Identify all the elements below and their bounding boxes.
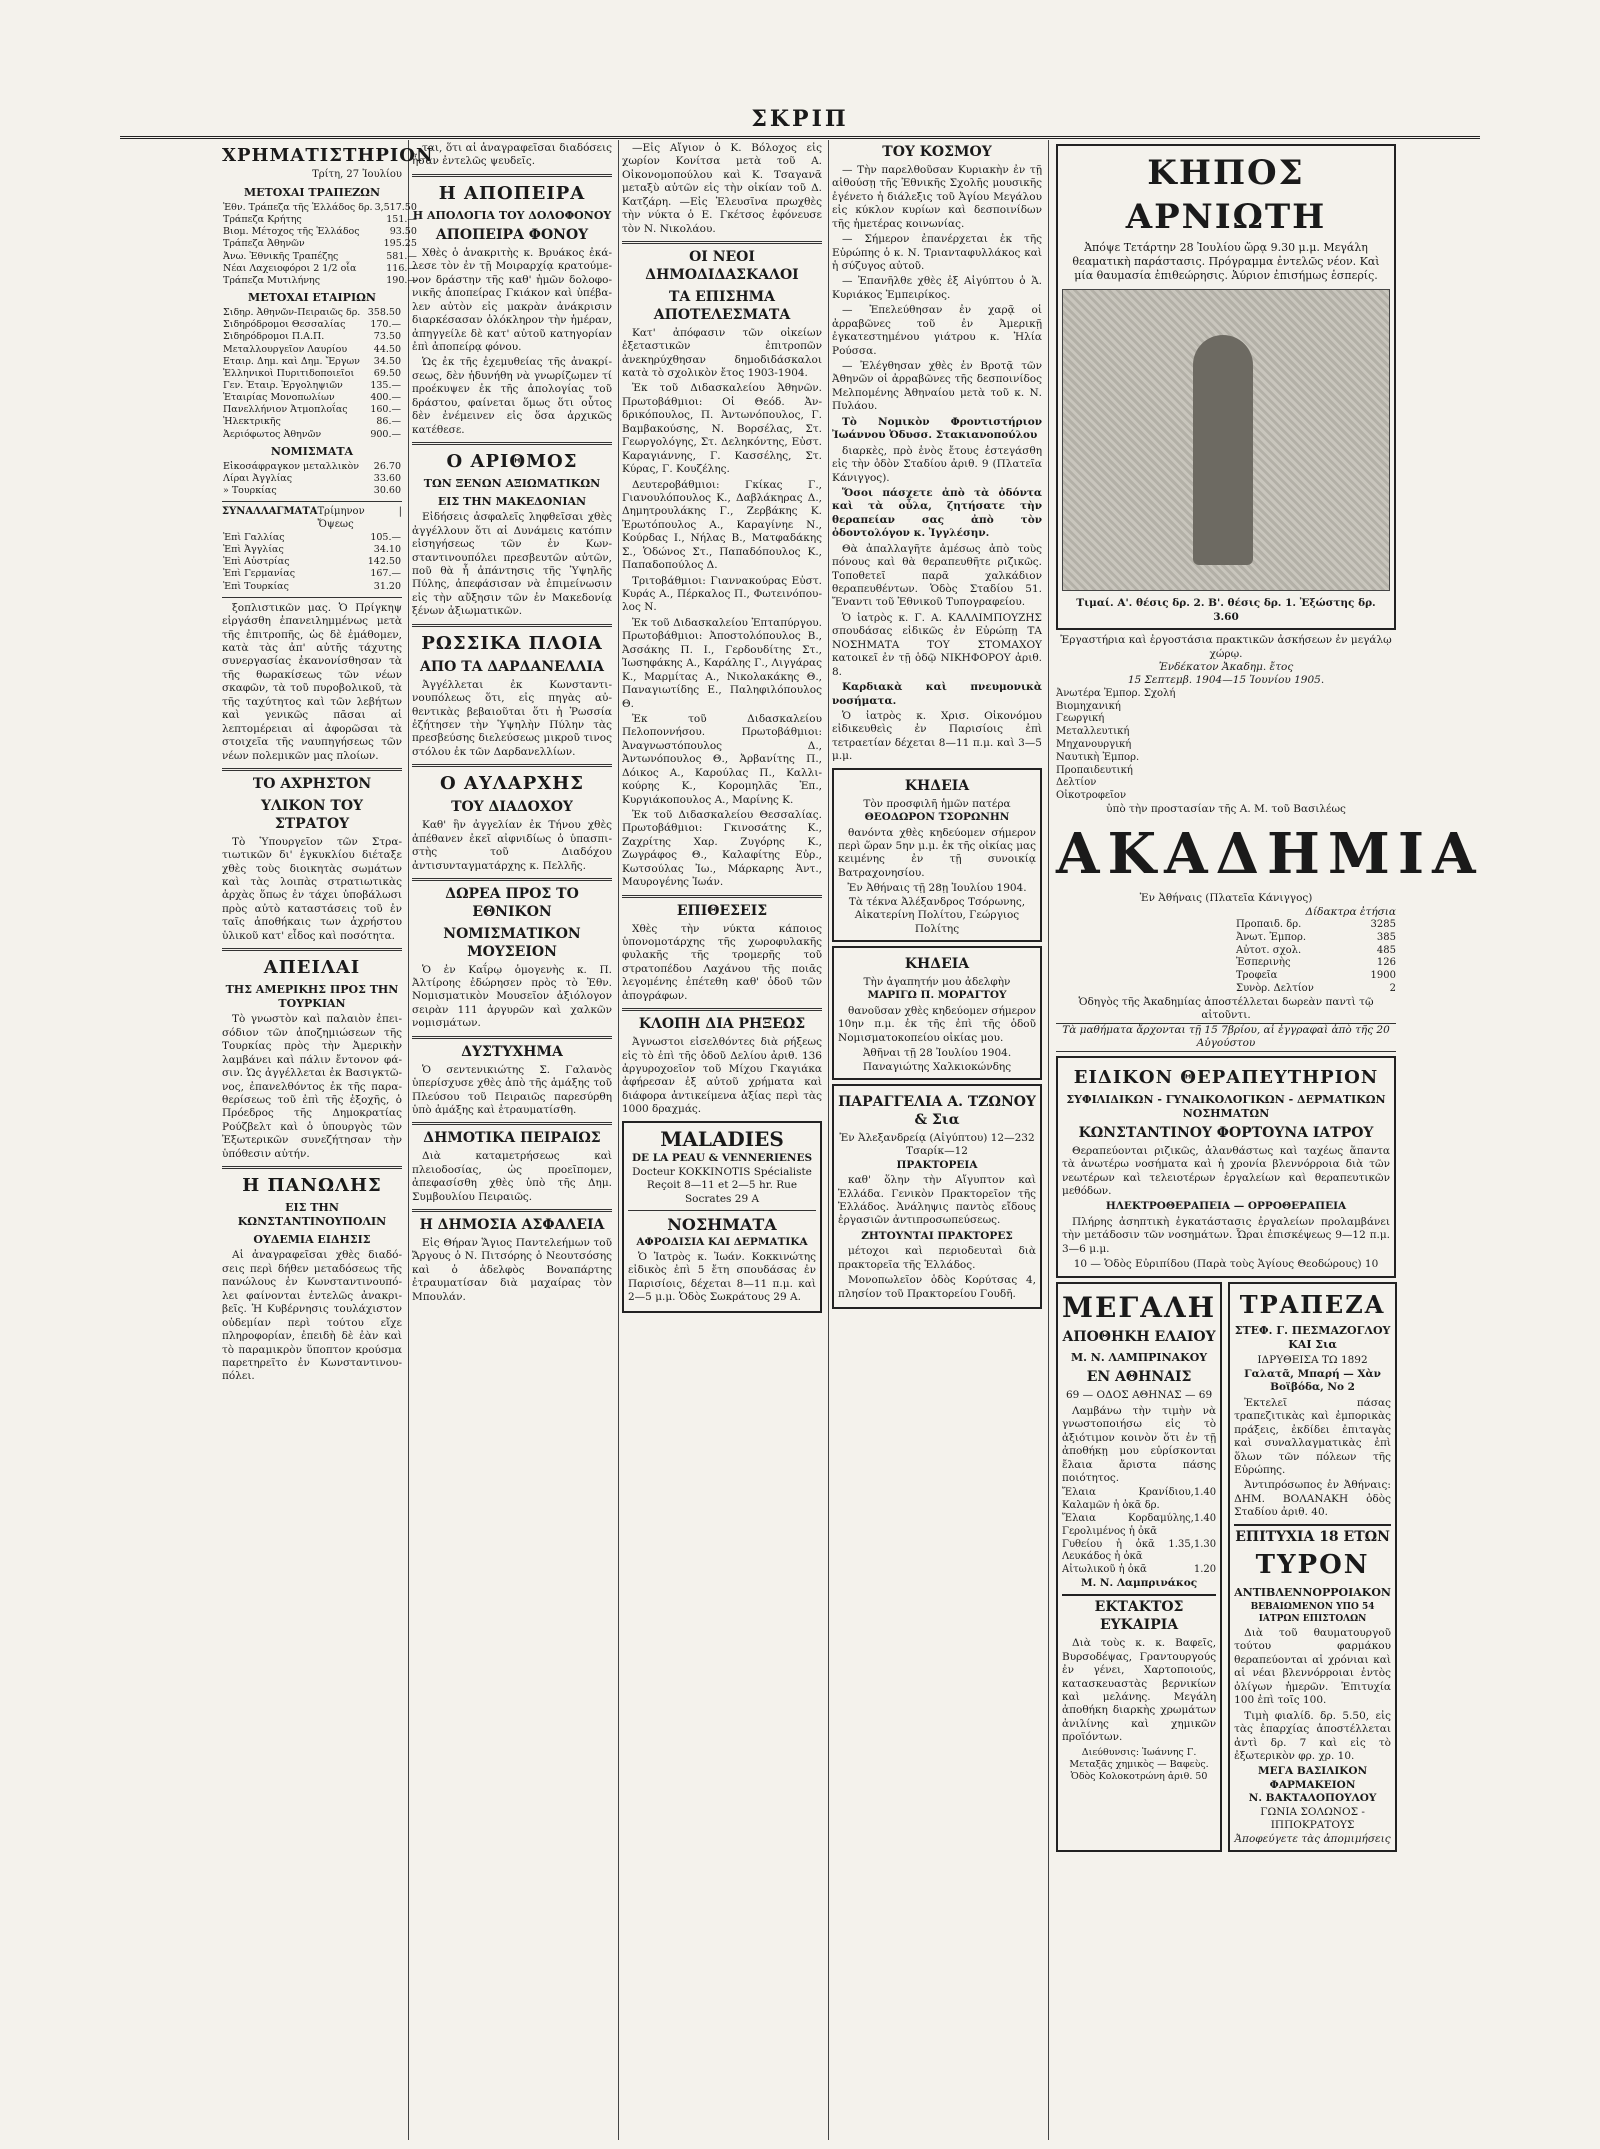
bank-label: Ἀνω. Ἐθνικῆς Τραπέζης — [223, 250, 339, 262]
school-row — [1056, 777, 1396, 790]
article-text: ται, ὅτι αἱ ἀναγραφεῖσαι διαδόσεις ἦσαν ἐντελῶς ψευδεῖς. — [412, 142, 612, 168]
fee-value: 485 — [1376, 944, 1396, 956]
ad-tzonou-title: ΠΑΡΑΓΓΕΛΙΑ Α. ΤΖΩΝΟΥ & Σια — [838, 1093, 1036, 1128]
article-text: Αἱ ἀναγραφεῖσαι χθὲς διαδόσεις περὶ δήθεν μεταδόσεως τῆς πανώλους ἐν Κωνσταντινουπόλει φαίνονται ἐντελῶς ἀνακριβεῖς. Ἡ Κυβέρνησις τουλάχιστον οὐδεμίαν περὶ τούτου εἴχε πληροφορίαν, ἐπειδὴ δὲ ἐὰν καὶ τὸ παραμικρὸν ὕποπτον κρούσμα παρετηρεῖτο ἐν Κωνσταντινουπόλει. — [222, 1249, 402, 1383]
funeral-signers: Τὰ τέκνα Ἀλέξανδρος Τσόρωνης, Αἰκατερίνη Πολίτου, Γεώργιος Πολίτης — [848, 895, 1026, 935]
coin-label: Λίραι Ἀγγλίας — [223, 473, 293, 485]
fx-value: 105.— — [370, 531, 401, 543]
headline-kosmou: ΤΟΥ ΚΟΣΜΟΥ — [882, 144, 992, 160]
fx-value: 142.50 — [367, 556, 401, 568]
bank-label: Τράπεζα Ἀθηνῶν — [223, 238, 305, 250]
fee-value: 2 — [1389, 983, 1396, 995]
ad-maladies-title: MALADIES — [660, 1126, 784, 1151]
fee-row — [1236, 957, 1396, 970]
headline-aylarchis-2: ΤΟΥ ΔΙΑΔΟΧΟΥ — [451, 799, 573, 816]
article-text: Κατ' ἀπόφασιν τῶν οἰκείων ἐξεταστικῶν ἐπιτροπῶν ἀνεκηρύχθησαν δημοδιδάσκαλοι κατὰ τὸ σχολικὸν ἔτος 1903-1904. — [622, 326, 822, 379]
article-text: Ὡς ἐκ τῆς ἐχεμυθείας τῆς ἀνακρίσεως, δὲν ἠδυνήθη νὰ γνωρίζωμεν τί προέκυψεν ἐκ τῆς ἀπολογίας τοῦ δράστου, φαίνεται ὅμως ὅτι οὗτος δὲν ἐνέμεινεν εἰς ὅσα ἀρχικῶς κατέθεσε. — [412, 356, 612, 436]
ad-trapeza — [1228, 1282, 1397, 1852]
ad-doctor: Docteur KOKKINOTIS Spécialiste — [632, 1165, 812, 1178]
ad-elaio-megali: ΜΕΓΑΛΗ — [1062, 1290, 1217, 1324]
therap-doctor: ΚΩΝΣΤΑΝΤΙΝΟΥ ΦΟΡΤΟΥΝΑ ΙΑΤΡΟΥ — [1078, 1124, 1374, 1141]
article-text: — Ἐλέγθησαν χθὲς ἐν Βροτᾷ τῶν Ἀθηνῶν οἱ ἀρραβῶνες τῆς δεσποινίδος Μελπομένης Ἀθηναίου μετὰ τοῦ κ. Ν. Πυλάου. — [832, 360, 1042, 413]
table-row — [222, 392, 402, 404]
article-text: Εἰς Θήραν Ἅγιος Παντελεήμων τοῦ Ἄργους ὁ Ν. Πιτσόρης ὁ Νεουτσόσης καὶ ὁ ἀδελφὸς Βοναπάρτης ἐτραυματίσαν διὰ μαχαίρας τὸν Μπουλάν. — [412, 1236, 612, 1303]
ad-elaio-owner: Μ. Ν. ΛΑΜΠΡΙΝΑΚΟΥ — [1070, 1351, 1208, 1365]
funeral-title: ΚΗΔΕΙΑ — [904, 777, 970, 794]
fx-head: ΣΥΝΑΛΛΑΓΜΑΤΑ — [222, 506, 318, 518]
article-text: Θὰ ἀπαλλαγῆτε ἀμέσως ἀπὸ τοὺς πόνους καὶ θὰ θεραπευθῆτε ριζικῶς. Τοποθετεῖ παρᾶ χαλκάδιον θεραπευθέντων. Ὁδὸς Σταδίου 51. Ἔναντι τοῦ Ἐθνικοῦ Τυπογραφείου. — [832, 542, 1042, 609]
company-value: 44.50 — [373, 343, 401, 355]
ad-tyron-pharm-2: Ν. ΒΑΚΤΑΛΟΠΟΥΛΟΥ — [1248, 1792, 1377, 1805]
headline-panolis-3: ΟΥΔΕΜΙΑ ΕΙΔΗΣΙΣ — [253, 1233, 371, 1247]
headline-didaskaloi-2: ΤΑ ΕΠΙΣΗΜΑ ΑΠΟΤΕΛΕΣΜΑΤΑ — [653, 288, 791, 323]
ad-trapeza-text-2: Ἀντιπρόσωπος ἐν Ἀθήναις: ΔΗΜ. ΒΟΛΑΝΑΚΗ ὁδὸς Σταδίου ἀριθ. 40. — [1234, 1479, 1391, 1519]
ad-zitountai-text: μέτοχοι καὶ περιοδευταὶ διὰ πρακτορεῖα τῆς Ἑλλάδος. — [838, 1245, 1036, 1271]
ad-tyron-title: ΤΥΡΟΝ — [1255, 1549, 1370, 1580]
school-label: Μηχανουργική — [1056, 739, 1132, 751]
article-text: Καθ' ἣν ἀγγελίαν ἐκ Τήνου χθὲς ἀπέθανεν ἐκεῖ αἰφνιδίως ὁ ὑπασπιστὴς τοῦ Διαδόχου ἀντισυνταγματάρχης κ. Πελλῆς. — [412, 819, 612, 872]
coin-value: 33.60 — [373, 473, 401, 485]
coins-head: ΝΟΜΙΣΜΑΤΑ — [270, 444, 354, 458]
fee-label: Τροφεῖα — [1236, 970, 1278, 982]
article-text: Ἐκ τοῦ Διδασκαλείου Ἀθηνῶν. Πρωτοβάθμιοι: Οἱ Θεόδ. Ἀνδρικόπουλος, Π. Ἀντωνόπουλος, Γ. Βαμβακούσης, Ν. Βορσέλας, Στ. Γεωργολόγης, Στ. Δεληκόντης, Εὐστ. Καραγιάννης, Γ. Κασσέλης, Στ. Κύρας, Γ. Κουζέλης. — [622, 382, 822, 476]
school-row — [1056, 688, 1396, 701]
headline-rossika-2: ΑΠΟ ΤΑ ΔΑΡΔΑΝΕΛΛΙΑ — [420, 658, 604, 675]
school-label: Ναυτικὴ Ἐμπορ. — [1056, 751, 1140, 763]
bank-value: 93.50 — [389, 226, 417, 238]
school-row — [1056, 726, 1396, 739]
bank-value: 581.— — [386, 250, 417, 262]
table-row — [222, 404, 402, 416]
column-3 — [622, 140, 829, 2140]
table-row — [222, 238, 418, 250]
oil-price-label: Αἰτωλικοῦ ἡ ὀκᾶ — [1062, 1564, 1147, 1576]
funeral-intro: Τὸν προσφιλῆ ἡμῶν πατέρα — [863, 797, 1011, 810]
therap-text-2: Πλήρης ἀσηπτικὴ ἐγκατάστασις ἐργαλείων προλαμβάνει τὴν μετάδοσιν τῶν νοσημάτων. Ὧραι ἐπισκέψεως 9—12 π.μ. 3—6 μ.μ. — [1062, 1215, 1390, 1255]
bank-value: 3,517.50 — [374, 201, 417, 213]
ad-trapeza-address: Γαλατᾶ, Μπαρή — Χὰν Βοϊβόδα, Νο 2 — [1244, 1367, 1381, 1394]
ad-therapeftirion — [1056, 1056, 1396, 1278]
school-row — [1056, 713, 1396, 726]
dancer-illustration — [1062, 289, 1390, 591]
article-text: Ἀγνωστοι εἰσελθόντες διὰ ρήξεως εἰς τὸ ἐπὶ τῆς ὁδοῦ Δελίου ἀριθ. 136 ἀργυροχοεῖον τοῦ Μίχου Γκαγιάκα ἀφήρεσαν ἐξ αὐτοῦ χρήματα καὶ διάφορα ἀντικείμενα ἀξίας περὶ τὰς 1000 δραχμάς. — [622, 1036, 822, 1116]
coin-label: » Τουρκίας — [223, 485, 277, 497]
fx-value: 31.20 — [373, 580, 401, 592]
headline-apopeira: Η ΑΠΟΠΕΙΡΑ — [438, 182, 586, 204]
fx-value: 34.10 — [373, 544, 401, 556]
funeral-text: θανόντα χθὲς κηδεύομεν σήμερον περὶ ὥραν 5ην μ.μ. ἐκ τῆς οἰκίας μας κειμένης ἐν τῇ συνοικίᾳ Βατραχονησίου. — [838, 826, 1036, 879]
ad-nosimata-title: ΝΟΣΗΜΑΤΑ — [667, 1215, 777, 1235]
ad-trapeza-title: ΤΡΑΠΕΖΑ — [1239, 1289, 1386, 1319]
ad-trapeza-owner: ΣΤΕΦ. Γ. ΠΕΣΜΑΖΟΓΛΟΥ ΚΑΙ Σια — [1234, 1324, 1391, 1352]
headline-apeilai: ΑΠΕΙΛΑΙ — [263, 957, 361, 979]
headline-arithmos-3: ΕΙΣ ΤΗΝ ΜΑΚΕΔΟΝΙΑΝ — [437, 495, 587, 509]
didaktra-head: Δίδακτρα ἐτήσια — [1305, 905, 1396, 918]
headline-atychima: ΔΥΣΤΥΧΗΜΑ — [461, 1043, 563, 1060]
therap-electro: ΗΛΕΚΤΡΟΘΕΡΑΠΕΙΑ — ΟΡΡΟΘΕΡΑΠΕΙΑ — [1105, 1200, 1347, 1213]
ad-elaio-city: ΕΝ ΑΘΗΝΑΙΣ — [1086, 1369, 1192, 1386]
ad-address: Reçoit 8—11 et 2—5 hr. Rue Socrates 29 A — [646, 1179, 798, 1205]
headline-panolis: Η ΠΑΝΩΛΗΣ — [242, 1175, 382, 1197]
oil-price-label: Ἔλαια Κρανίδιου, Καλαμῶν ἡ ὀκᾶ δρ. — [1062, 1487, 1194, 1512]
company-value: 160.— — [370, 404, 401, 416]
article-text: — Ἐπελεύθησαν ἐν χαρᾷ οἱ ἀρραβῶνες τοῦ ἐν Ἀμερικῇ ἐγκατεστημένου γιάτρου κ. Ἠλία Ρούσσα. — [832, 304, 1042, 357]
fee-label: Αὐτοτ. σχολ. — [1236, 944, 1302, 956]
ad-elaio-text: Λαμβάνω τὴν τιμὴν νὰ γνωστοποιήσω εἰς τὸ ἀξιότιμον κοινὸν ὅτι ἐν τῇ ἀποθήκῃ μου εὑρίσκονται ἔλαια ἄριστα πάσης ποιότητος. — [1062, 1404, 1217, 1484]
therap-text: Θεραπεύονται ριζικῶς, ἀλανθάστως καὶ ταχέως ἅπαντα τὰ ἀνωτέρω νοσήματα καὶ ἡ χρονία βλεννόρροια διὰ τῶν νεωτέρων καὶ τελειοτέρων ἐργαλείων καὶ θεραπευτικῶν μεθόδων. — [1062, 1144, 1390, 1197]
headline-yliko: ΤΟ ΑΧΡΗΣΤΟΝ — [252, 775, 372, 792]
ad-elaio — [1056, 1282, 1222, 1852]
school-label: Οἰκοτροφεῖον — [1056, 790, 1127, 802]
company-value: 900.— — [370, 428, 401, 440]
ad-nosimata-text: Ὁ Ἰατρὸς κ. Ἰωάν. Κοκκινώτης εἰδικὸς ἐπὶ 5 ἔτη σπουδάσας ἐν Παρισίοις, δέχεται 8—11 π.μ. καὶ 2—5 μ.μ. Ὁδὸς Σωκράτους 29 Α. — [628, 1250, 816, 1304]
funeral-date: Ἀθῆναι τῇ 28 Ἰουλίου 1904. — [862, 1047, 1012, 1060]
school-row — [1056, 739, 1396, 752]
table-row — [222, 344, 402, 356]
funeral-name: ΜΑΡΙΓΩ Π. ΜΟΡΑΓΤΟΥ — [867, 989, 1007, 1002]
bank-label: Τράπεζα Κρήτης — [223, 214, 302, 226]
headline-rossika: ΡΩΣΣΙΚΑ ΠΛΟΙΑ — [421, 632, 603, 654]
headline-klopi: ΚΛΟΠΗ ΔΙΑ ΡΗΞΕΩΣ — [638, 1016, 806, 1033]
fee-value: 126 — [1376, 957, 1396, 969]
oil-price-label: Γυθείου ἡ ὀκᾶ 1.35, Λευκάδος ἡ ὀκᾶ — [1062, 1538, 1194, 1563]
company-label: Σιδηρόδρομοι Θεσσαλίας — [223, 319, 346, 331]
article-text: — Σήμερον ἐπανέρχεται ἐκ τῆς Εὐρώπης ὁ κ. Ν. Τριανταφυλλάκος καὶ ἡ σύζυγος αὐτοῦ. — [832, 233, 1042, 272]
fee-row — [1236, 919, 1396, 932]
fee-value: 385 — [1376, 931, 1396, 943]
banks-table — [222, 202, 418, 287]
headline-arithmos: Ο ΑΡΙΘΜΟΣ — [446, 451, 578, 473]
headline-dorea-2: ΝΟΜΙΣΜΑΤΙΚΟΝ ΜΟΥΣΕΙΟΝ — [443, 925, 581, 960]
headline-dimotika: ΔΗΜΟΤΙΚΑ ΠΕΙΡΑΙΩΣ — [423, 1130, 601, 1147]
table-row — [222, 556, 402, 568]
article-text: ξοπλιστικῶν μας. Ὁ Πρίγκηψ εἰργάσθη ἐπανειλημμένως μετὰ τῆς ἐπιτροπῆς, ὡς δὲ ἐμάθομεν, κατὰ τὰς ἀπ' αὐτῆς τάχυτης συνεργασίας ἐκανονίσθησαν τὰ τῆς θωρακίσεως τῶν νέων σκαφῶν, τὰ τοῦ πυροβολικοῦ, τὰ τῆς ταχύτητος καὶ τῶν λεβήτων καὶ γενικῶς πᾶσαι αἱ λεπτομέρειαι αἱ ἀφορῶσαι τὰ στοιχεῖα τῆς ναυπηγήσεως τῶν νέων πολεμικῶν μας πλοίων. — [222, 601, 402, 762]
ad-kipos-sub: Ἀπόψε Τετάρτην 28 Ἰουλίου ὥρᾳ 9.30 μ.μ. Μεγάλη θεαματικὴ παράστασις. Πρόγραμμα ἐντελῶς νέον. Καὶ μία θαυμασία ἐπιθεώρησις. Ἀύριον ἐπισήμως ἑσπερίς. — [1072, 241, 1380, 283]
table-row — [222, 275, 418, 287]
ad-trapeza-text: Ἐκτελεῖ πάσας τραπεζιτικὰς καὶ ἐμπορικὰς πράξεις, ἐκδίδει ἐπιταγὰς καὶ συναλλαγματικὰς ἐπὶ ὅλων τῶν πόλεων τῆς Εὐρώπης. — [1234, 1396, 1391, 1476]
article-text: Ἀγγέλλεται ἐκ Κωνσταντινουπόλεως ὅτι, εἰς πηγὰς αὐθεντικὰς βεβαιοῦται ὅτι ἡ Ῥωσσία ἐζήτησεν τὴν Ὑψηλὴν Πύλην τὰς πρεσβεύσης διελεύσεως μικροῦ τινος στόλου ἐκ τῶν Δαρδανελλίων. — [412, 678, 612, 758]
funeral-notice-2 — [832, 946, 1042, 1080]
exchange-date: Τρίτη, 27 Ἰουλίου — [312, 169, 402, 181]
bank-label: Τράπεζα Μυτιλήνης — [223, 274, 321, 286]
ad-kipos-prices: Τιμαί. Α'. θέσις δρ. 2. Β'. θέσις δρ. 1. Ἐξώστης δρ. 3.60 — [1076, 597, 1376, 623]
ad-zitountai-title: ΖΗΤΟΥΝΤΑΙ ΠΡΑΚΤΟΡΕΣ — [861, 1229, 1013, 1242]
table-row — [222, 214, 418, 226]
company-label: Μεταλλουργεῖον Λαυρίου — [223, 343, 348, 355]
oil-price-row — [1062, 1539, 1216, 1565]
fee-row — [1236, 983, 1396, 996]
fx-label: Ἐπὶ Αὐστρίας — [223, 556, 290, 568]
masthead-title: ΣΚΡΙΠ — [751, 106, 849, 132]
table-row — [222, 473, 402, 485]
table-row — [222, 356, 402, 368]
therap-address: 10 — Ὁδὸς Εὐριπίδου (Παρὰ τοὺς Ἁγίους Θεοδώρους) 10 — [1073, 1258, 1379, 1271]
fee-label: Ἐσπερινὴς — [1236, 957, 1291, 969]
article-text: Τὸ Νομικὸν Φροντιστήριον Ἰωάννου Ὀδυσσ. Στακιανοπούλου — [832, 415, 1042, 442]
company-label: Σιδηρ. Ἀθηνῶν-Πειραιῶς δρ. — [223, 307, 361, 319]
table-row — [222, 532, 402, 544]
company-value: 69.50 — [373, 367, 401, 379]
fx-label: Ἐπὶ Ἀγγλίας — [223, 544, 284, 556]
ad-maladies — [622, 1121, 822, 1313]
table-row — [222, 202, 418, 214]
company-label: Γεν. Ἑταιρ. Ἐργοληψιῶν — [223, 380, 343, 392]
fee-row — [1236, 970, 1396, 983]
oil-price-row — [1062, 1513, 1216, 1539]
table-row — [222, 429, 402, 441]
article-text: —Εἰς Αἴγιον ὁ Κ. Βόλοχος εἰς χωρίον Κονίτσα μετὰ τοῦ Α. Οἰκονομοπούλου καὶ Κ. Τσαγανᾶ μεταξὺ αὐτῶν εἰς τὴν οἰκίαν τοῦ Δ. Κατζάρη. —Εἰς Ἐλευσῖνα πρωχθὲς τὴν νύκτα ὁ Ε. Γκέτσος ἐφόνευσε τὸν Ν. Νικολάου. — [622, 142, 822, 235]
ad-tyron-anti: ΑΝΤΙΒΛΕΝΝΟΡΡΟΙΑΚΟΝ — [1234, 1585, 1391, 1599]
ad-monopoleion-text: Μονοπωλεῖον ὁδὸς Κορύτσας 4, πλησίον τοῦ Πρακτορείου Γουδῆ. — [838, 1274, 1036, 1300]
company-label: Ἠλεκτρικῆς — [223, 416, 281, 428]
ad-epityxia-title: ΕΠΙΤΥΧΙΑ 18 ΕΤΩΝ — [1234, 1524, 1391, 1547]
bank-value: 116.— — [386, 262, 417, 274]
bank-value: 195.25 — [383, 238, 417, 250]
ad-tyron-pharm: ΜΕΓΑ ΒΑΣΙΛΙΚΟΝ ΦΑΡΜΑΚΕΙΟΝ — [1257, 1765, 1368, 1791]
fee-label: Προπαιδ. δρ. — [1236, 919, 1302, 931]
academic-year: Ἐνδέκατον Ἀκαδημ. ἔτος — [1158, 661, 1294, 674]
article-text: Τριτοβάθμιοι: Γιαννακούρας Εὐστ. Κυράς Α., Πέρκαλος Π., Φωτεινόπουλος Ν. — [622, 574, 822, 614]
ergastiria-text: Ἐργαστήρια καὶ ἐργοστάσια πρακτικῶν ἀσκήσεων ἐν μεγάλῳ χώρῳ. — [1060, 634, 1392, 660]
ad-tzonou — [832, 1084, 1042, 1309]
ad-tyron-pharm-4: Ἀποφεύγετε τὰς ἀπομιμήσεις — [1234, 1832, 1391, 1845]
company-value: 358.50 — [367, 307, 401, 319]
companies-table — [222, 307, 402, 441]
ad-nosimata-sub: ΑΦΡΟΔΙΣΙΑ ΚΑΙ ΔΕΡΜΑΤΙΚΑ — [636, 1235, 808, 1248]
headline-apopeira-3: ΑΠΟΠΕΙΡΑ ΦΟΝΟΥ — [435, 226, 589, 243]
fee-value: 1900 — [1370, 970, 1396, 982]
company-value: 73.50 — [373, 331, 401, 343]
ad-eukairia-text: Διὰ τοὺς κ. κ. Βαφεῖς, Βυρσοδέψας, Γραντουργούς ἐν γένει, Χαρτοποιούς, κατασκευαστὰς βερνικίων καὶ μελάνης. Μεγάλη ἀποθήκη διαρκὴς χρωμάτων ἀνιλίνης καὶ χημικῶν προϊόντων. — [1062, 1637, 1217, 1744]
school-label: Μεταλλευτική — [1056, 726, 1130, 738]
article-text: Ἐκ τοῦ Διδασκαλείου Ἐπταπύργου. Πρωτοβάθμιοι: Ἀποστολόπουλος Β., Ἀσσάκης Π. Ι., Γερδουδίτης Στ., Ἰωσηφάκης Α., Καράλης Γ., Λιγγάρας Κ., Μαρμίτας Α., Νικολακάκης Θ., Παναγιωτίδης Ε., Παληφιλόπουλος Θ. — [622, 616, 822, 710]
article-text: Τὸ γνωστὸν καὶ παλαιὸν ἐπεισόδιον τῶν ἀποζημιώσεων τῆς Τουρκίας πρὸς τὴν Ἀμερικὴν λαμβάνει καὶ πάλιν ἔντονον φάσιν. Ὡς ἀγγέλλεται ἐκ Βασιγκτῶνος, ἐπανελθόντος ἐκ τῆς παραθερίσεως τοῦ ἐπὶ τῆς ἐξοχῆς, ὁ Πρόεδρος τῆς Δημοκρατίας Ρούζβελτ καὶ ὁ ὑπουργὸς τῶν Ἐξωτερικῶν συνεζήτησαν τὴν ὑπόθεσιν αὐτήν. — [222, 1013, 402, 1160]
table-row — [222, 307, 402, 319]
bank-value: 190.— — [386, 274, 417, 286]
headline-aylarchis: Ο ΑΥΛΑΡΧΗΣ — [440, 773, 584, 795]
ad-elaio-prices — [1062, 1487, 1216, 1577]
article-text: Ἐκ τοῦ Διδασκαλείου Θεσσαλίας. Πρωτοβάθμιοι: Γκινοσάτης Κ., Ζαχρίτης Χαρ. Ζυγόρης Κ., Ζωγράφος Θ., Καλαφίτης Εὐρ., Κωτσούλας Ἰω., Μάρκαρης Ἀντ., Μαυρογένης Ἰωάν. — [622, 809, 822, 889]
school-row — [1056, 765, 1396, 778]
ad-kipos-title: ΚΗΠΟΣ ΑΡΝΙΩΤΗ — [1125, 153, 1327, 237]
oil-price-row — [1062, 1564, 1216, 1577]
company-label: Ἀεριόφωτος Ἀθηνῶν — [223, 428, 322, 440]
ad-praktoreia-text: καθ' ὅλην τὴν Αἴγυπτον καὶ Ἑλλάδα. Γενικὸν Πρακτορεῖον τῆς Ἑλλάδος. Ἀνάληψις παντὸς εἴδους ἐργασιῶν ἀντιπροσωπεύσεως. — [838, 1174, 1036, 1227]
funeral-intro: Τὴν ἀγαπητήν μου ἀδελφὴν — [863, 975, 1011, 988]
headline-apeilai-2: ΤΗΣ ΑΜΕΡΙΚΗΣ ΠΡΟΣ ΤΗΝ ΤΟΥΡΚΙΑΝ — [225, 983, 399, 1011]
funeral-signers: Παναγιώτης Χαλκιοκώνδης — [862, 1060, 1012, 1073]
article-text: Τὸ Ὑπουργεῖον τῶν Στρατιωτικῶν δι' ἐγκυκλίου διέταξε χθὲς τοὺς διοικητὰς σωμάτων καὶ τὰς λοιπὰς στρατιωτικὰς ἀρχὰς ὅπως ἐν τάχει ὑποβάλωσι πρὸς αὐτὸ καταστάσεις τοῦ ἐν ταῖς ἀποθήκαις των ἀχρήστου ὑλικοῦ κατ' εἶδος καὶ ποσότητα. — [222, 835, 402, 942]
article-text: Ὁ ἰατρὸς κ. Γ. Α. ΚΑΛΛΙΜΠΟΥΖΗΣ σπουδάσας εἰδικῶς ἐν Εὐρώπῃ ΤΑ ΝΟΣΗΜΑΤΑ ΤΟΥ ΣΤΟΜΑΧΟΥ κατοικεῖ ἐν τῇ ὁδῷ ΝΙΚΗΦΟΡΟΥ ἀριθ. 8. — [832, 611, 1042, 678]
table-row — [222, 263, 418, 275]
ad-praktoreia-title: ΠΡΑΚΤΟΡΕΙΑ — [896, 1158, 978, 1171]
table-row — [222, 368, 402, 380]
fee-row — [1236, 932, 1396, 945]
schools-list — [1056, 688, 1396, 803]
school-label: Προπαιδευτική — [1056, 764, 1133, 776]
company-value: 135.— — [370, 380, 401, 392]
table-row — [222, 331, 402, 343]
school-row — [1056, 701, 1396, 714]
fee-label: Ἀνωτ. Ἐμπορ. — [1236, 931, 1307, 943]
article-text: Ὅσοι πάσχετε ἀπὸ τὰ ὀδόντα καὶ τὰ οὖλα, ζητήσατε τὴν θεραπείαν σας ἀπὸ τὸν ὀδοντολόγον κ. Ἰγγλέσην. — [832, 486, 1042, 540]
bank-value: 151.— — [386, 214, 417, 226]
oil-price-row — [1062, 1487, 1216, 1513]
ad-tyron-text-2: Τιμὴ φιαλίδ. δρ. 5.50, εἰς τὰς ἐπαρχίας ἀποστέλλεται ἀντὶ δρ. 7 καὶ εἰς τὸ ἐξωτερικὸν φρ. χρ. 10. — [1234, 1709, 1391, 1762]
headline-didaskaloi: ΟΙ ΝΕΟΙ ΔΗΜΟΔΙΔΑΣΚΑΛΟΙ — [645, 249, 799, 283]
akadimia-location: Ἐν Ἀθήναις (Πλατεῖα Κάνιγγος) — [1139, 892, 1313, 905]
fx-sub: Τρίμηνον | Ὄψεως — [317, 506, 402, 531]
company-value: 86.— — [376, 416, 401, 428]
coin-value: 26.70 — [373, 460, 401, 472]
funeral-date: Ἐν Ἀθήναις τῇ 28ῃ Ἰουλίου 1904. — [847, 882, 1027, 895]
ad-tzonou-addr: Ἐν Ἀλεξανδρείᾳ (Αἰγύπτου) 12—232 Τσαρίκ—12 — [839, 1131, 1035, 1158]
odigos-text: Ὁδηγὸς τῆς Ἀκαδημίας ἀποστέλλεται δωρεὰν παντὶ τῷ αἰτοῦντι. — [1078, 995, 1374, 1022]
mathimata-text: Τὰ μαθήματα ἄρχονται τῇ 15 7βρίου, αἱ ἐγγραφαὶ ἀπὸ τῆς 20 Αὐγούστου — [1056, 1023, 1396, 1052]
companies-head: ΜΕΤΟΧΑΙ ΕΤΑΙΡΙΩΝ — [248, 291, 376, 304]
company-value: 34.50 — [373, 355, 401, 367]
company-label: Σιδηρόδρομοι Π.Α.Π. — [223, 331, 325, 343]
akadimia-title: ΑΚΑΔΗΜΙΑ — [1056, 820, 1484, 887]
headline-yliko-2: ΥΛΙΚΟΝ ΤΟΥ ΣΤΡΑΤΟΥ — [260, 797, 364, 832]
article-text: διαρκὲς, πρὸ ἑνὸς ἔτους ἐστεγάσθη εἰς τὴν ὁδὸν Σταδίου ἀριθ. 9 (Πλατεῖα Κάνιγγος). — [832, 444, 1042, 484]
fee-label: Συνὸρ. Δελτίον — [1236, 983, 1314, 995]
ad-trapeza-founded: ΙΔΡΥΘΕΙΣΑ ΤΩ 1892 — [1257, 1354, 1368, 1367]
therap-sub: ΣΥΦΙΛΙΔΙΚΩΝ - ΓΥΝΑΙΚΟΛΟΓΙΚΩΝ - ΔΕΡΜΑΤΙΚΩΝ ΝΟΣΗΜΑΤΩΝ — [1066, 1092, 1386, 1120]
article-text: — Ἐπανῆλθε χθὲς ἐξ Αἰγύπτου ὁ Ἁ. Κυριάκος Ἐμπειρίκος. — [832, 275, 1042, 301]
table-row — [222, 380, 402, 392]
ad-maladies-sub: DE LA PEAU & VENNERIENES — [631, 1152, 813, 1165]
fee-row — [1236, 945, 1396, 958]
company-label: Εταιρ. Δημ. καὶ Δημ. Ἔργων — [223, 355, 360, 367]
ad-eukairia-sign: Διεύθυνσις: Ἰωάννης Γ. Μεταξᾶς χημικὸς — Βαφεὺς. Ὁδὸς Κολοκοτρώνη ἀριθ. 50 — [1069, 1746, 1209, 1783]
column-1 — [222, 140, 434, 2140]
protection-text: ὑπὸ τὴν προστασίαν τῆς Α. Μ. τοῦ Βασιλέως — [1106, 803, 1346, 816]
funeral-text: θανοῦσαν χθὲς κηδεύομεν σήμερον 10ην π.μ. ἐκ τῆς ἐπὶ τῆς ὁδοῦ Νομισματοκοπείου οἰκίας μου. — [838, 1004, 1036, 1044]
headline-apopeira-2: Η ΑΠΟΛΟΓΙΑ ΤΟΥ ΔΟΛΟΦΟΝΟΥ — [412, 208, 612, 222]
table-row — [222, 544, 402, 556]
bank-label: Ἐθν. Τράπεζα τῆς Ἑλλάδος δρ. — [223, 201, 373, 213]
fx-label: Ἐπὶ Γαλλίας — [223, 531, 285, 543]
didaktra-list — [1236, 919, 1396, 996]
company-value: 170.— — [370, 319, 401, 331]
funeral-title: ΚΗΔΕΙΑ — [904, 956, 970, 972]
company-label: Ἑταιρίας Μονοπωλίων — [223, 392, 335, 404]
table-row — [222, 568, 402, 580]
ads-row — [1056, 1282, 1396, 1852]
ad-elaio-apothiki: ΑΠΟΘΗΚΗ ΕΛΑΙΟΥ — [1062, 1329, 1216, 1346]
column-4 — [832, 140, 1049, 2140]
exchange-title: ΧΡΗΜΑΤΙΣΤΗΡΙΟΝ — [222, 145, 434, 166]
bank-label: Νέαι Λαχειοφόροι 2 1/2 οἷα — [223, 262, 357, 274]
oil-price-value: 1.20 — [1193, 1564, 1217, 1576]
ad-eukairia-title: ΕΚΤΑΚΤΟΣ ΕΥΚΑΙΡΙΑ — [1062, 1594, 1216, 1635]
ad-tyron-sub: ΒΕΒΑΙΩΜΕΝΟΝ ΥΠΟ 54 ΙΑΤΡΩΝ ΕΠΙΣΤΟΛΩΝ — [1250, 1601, 1375, 1624]
funeral-name: ΘΕΟΔΩΡΟΝ ΤΣΟΡΩΝΗΝ — [864, 811, 1010, 824]
article-text: Διὰ καταμετρήσεως καὶ πλειοδοσίας, ὡς προεῖπομεν, ἀπεφασίσθη χθὲς ὑπὸ τῆς Δημ. Συμβουλίου Πειραιῶς. — [412, 1150, 612, 1203]
fx-label: Ἐπὶ Γερμανίας — [223, 568, 296, 580]
article-text: Ὁ ἰατρὸς κ. Χρισ. Οἰκονόμου εἰδικευθεὶς ἐν Παρισίοις ἐπὶ τετραετίαν δέχεται 8—11 π.μ. καὶ 3—5 μ.μ. — [832, 709, 1042, 763]
school-label: Ἀνωτέρα Ἐμπορ. Σχολή — [1056, 687, 1176, 699]
ad-tyron-text: Διὰ τοῦ θαυματουργοῦ τούτου φαρμάκου θεραπεύονται αἱ χρόνιαι καὶ αἱ νέαι βλεννόρροιαι ἐντὸς ὀλίγων ἡμερῶν. Ἐπιτυχία 100 ἐπὶ τοῖς 100. — [1234, 1627, 1391, 1707]
school-label: Βιομηχανική — [1056, 700, 1121, 712]
coins-table — [222, 461, 402, 497]
table-row — [222, 319, 402, 331]
column-5 — [1056, 140, 1484, 2140]
article-text: Χθὲς ὁ ἀνακριτὴς κ. Βρυάκος ἐκάλεσε τὸν ἐν τῇ Μοιραρχίᾳ κρατούμενον δράστην τῆς καθ' ἡμῶν δολοφονικῆς ἀποπείρας Γκιάκον καὶ ὑπέβαλεν αὐτὸν εἰς μακρὰν ἀνάκρισιν διαρκέσασαν ὁλόκληρον τὴν ἡμέραν, ἀπηγγείλε δὲ κατ' αὐτοῦ κατηγορίαν ἐπὶ ἀποπείρᾳ φόνου. — [412, 246, 612, 353]
headline-arithmos-2: ΤΩΝ ΞΕΝΩΝ ΑΞΙΩΜΑΤΙΚΩΝ — [423, 477, 601, 491]
column-2 — [412, 140, 619, 2140]
fx-value: 167.— — [370, 568, 401, 580]
article-text: Ὁ σεντενικιώτης Σ. Γαλανὸς ὑπερίσχυσε χθὲς ἀπὸ τῆς ἁμάξης τοῦ Πλεύσου τοῦ Πειραιῶς παρεσύρθη ὑπὸ ἁμάξης καὶ ἐτραυματίσθη. — [412, 1063, 612, 1116]
school-label: Γεωργική — [1056, 713, 1105, 725]
company-label: Ἑλληνικοὶ Πυριτιδοποιεῖοι — [223, 367, 355, 379]
table-row — [222, 416, 402, 428]
table-row — [222, 581, 402, 593]
company-label: Πανελλήνιον Ἀτμοπλοΐας — [223, 404, 348, 416]
banks-head: ΜΕΤΟΧΑΙ ΤΡΑΠΕΖΩΝ — [243, 185, 380, 199]
article-text: Εἰδήσεις ἀσφαλεῖς ληφθεῖσαι χθὲς ἀγγέλλουν ὅτι αἱ Δυνάμεις κατόπιν εἰσηγήσεως τῶν ἐν Κωνσταντινουπόλει πρεσβευτῶν αὐτῶν, ποῦ θὰ ἦ ἀπάντησις τῆς Ὑψηλῆς Πύλης, ἀπεφάσισαν νὰ ἐπιμείνωσιν εἰς τὴν αὔξησιν τῶν ἐν Μακεδονίᾳ ξένων ἀξιωματικῶν. — [412, 511, 612, 618]
coin-label: Εἰκοσάφραγκον μεταλλικὸν — [223, 460, 359, 472]
table-row — [222, 251, 418, 263]
headline-dorea: ΔΩΡΕΑ ΠΡΟΣ ΤΟ ΕΘΝΙΚΟΝ — [445, 885, 579, 920]
ad-tyron-pharm-3: ΓΩΝΙΑ ΣΟΛΩΝΟΣ - ΙΠΠΟΚΡΑΤΟΥΣ — [1260, 1805, 1365, 1832]
school-row — [1056, 790, 1396, 803]
table-row — [222, 485, 402, 497]
masthead — [120, 102, 1480, 139]
article-text: Χθὲς τὴν νύκτα κάποιος ὑπονομοτάρχης τῆς χωροφυλακῆς φυλακῆς τῆς τρομερῆς τοῦ στρατοπέδου Λαχάνου τῆς ποιᾶς λεγομένης ἐπέτεθη καθ' ὁδοῦ τῶν ἀπογράφων. — [622, 922, 822, 1002]
academic-dates: 15 Σεπτεμβ. 1904—15 Ἰουνίου 1905. — [1127, 674, 1325, 687]
article-text: Δευτεροβάθμιοι: Γκίκας Γ., Γιανουλόπουλος Κ., Δαβλάκηρας Δ., Δημητρουλάκης Γ., Ζερβάκης Κ. Ἐρωτόπουλος Α., Καραγίνηε Ν., Κούρδας Ι., Νήλας Β., Ματφαδάκης Σ., Ὁδώνος Στ., Παπαδόπουλος Κ., Παπαδοπούλος Δ. — [622, 478, 822, 572]
fee-value: 3285 — [1370, 919, 1396, 931]
article-text: — Τὴν παρελθοῦσαν Κυριακὴν ἐν τῇ αἰθούσῃ τῆς Ἐθνικῆς Σχολῆς μουσικῆς ἐγένετο ἡ διάλεξις τοῦ Ἀγίου Μεγάλου εἰς κύκλον κυρίων καὶ δεσποινίδων τῆς ἡμετέρας κοινωνίας. — [832, 163, 1042, 230]
oil-price-value: 1.30 — [1193, 1538, 1217, 1550]
headline-asfaleia: Η ΔΗΜΟΣΙΑ ΑΣΦΑΛΕΙΑ — [419, 1217, 605, 1234]
funeral-notice-1 — [832, 768, 1042, 942]
fx-table — [222, 532, 402, 593]
headline-epitheseis: ΕΠΙΘΕΣΕΙΣ — [676, 902, 768, 919]
school-label: Δελτίον — [1056, 777, 1097, 789]
company-value: 400.— — [370, 392, 401, 404]
oil-price-value: 1.40 — [1193, 1512, 1217, 1524]
oil-price-label: Ἔλαια Κορδαμύλης, Γερολιμένος ἡ ὀκᾶ — [1062, 1512, 1194, 1537]
school-row — [1056, 752, 1396, 765]
ad-kipos-arnioti — [1056, 144, 1396, 630]
ad-elaio-sign: Μ. Ν. Λαμπρινάκος — [1080, 1576, 1198, 1589]
table-row — [222, 226, 418, 238]
fx-header — [222, 506, 402, 532]
headline-panolis-2: ΕΙΣ ΤΗΝ ΚΩΝΣΤΑΝΤΙΝΟΥΠΟΛΙΝ — [237, 1201, 387, 1229]
oil-price-value: 1.40 — [1193, 1487, 1217, 1499]
table-row — [222, 461, 402, 473]
therap-title: ΕΙΔΙΚΟΝ ΘΕΡΑΠΕΥΤΗΡΙΟΝ — [1073, 1066, 1379, 1088]
article-text: Ὁ ἐν Καΐρῳ ὁμογενὴς κ. Π. Ἀλτίροης ἐδώρησεν πρὸς τὸ Ἐθν. Νομισματικὸν Μουσεῖον ἀξιόλογον σειρὰν 111 ἀργυρῶν καὶ χαλκῶν νομισμάτων. — [412, 963, 612, 1030]
fx-label: Ἐπὶ Τουρκίας — [223, 580, 289, 592]
article-text: Ἐκ τοῦ Διδασκαλείου Πελοποννήσου. Πρωτοβάθμιοι: Ἀναγνωστόπουλος Δ., Ἀντωνόπουλος Θ., Ἀρβανίτης Π., Δόικος Α., Καρούλας Π., Καλλικούρης Κ., Κορομηλᾶς Ἐπ., Κυργιάκοπουλος Α., Μαρίνης Κ. — [622, 712, 822, 806]
ad-elaio-street: 69 — ΟΔΟΣ ΑΘΗΝΑΣ — 69 — [1065, 1389, 1213, 1402]
coin-value: 30.60 — [373, 485, 401, 497]
article-text: Καρδιακὰ καὶ πνευμονικὰ νοσήματα. — [832, 681, 1042, 707]
bank-label: Βιομ. Μέτοχος τῆς Ἑλλάδος — [223, 226, 360, 238]
